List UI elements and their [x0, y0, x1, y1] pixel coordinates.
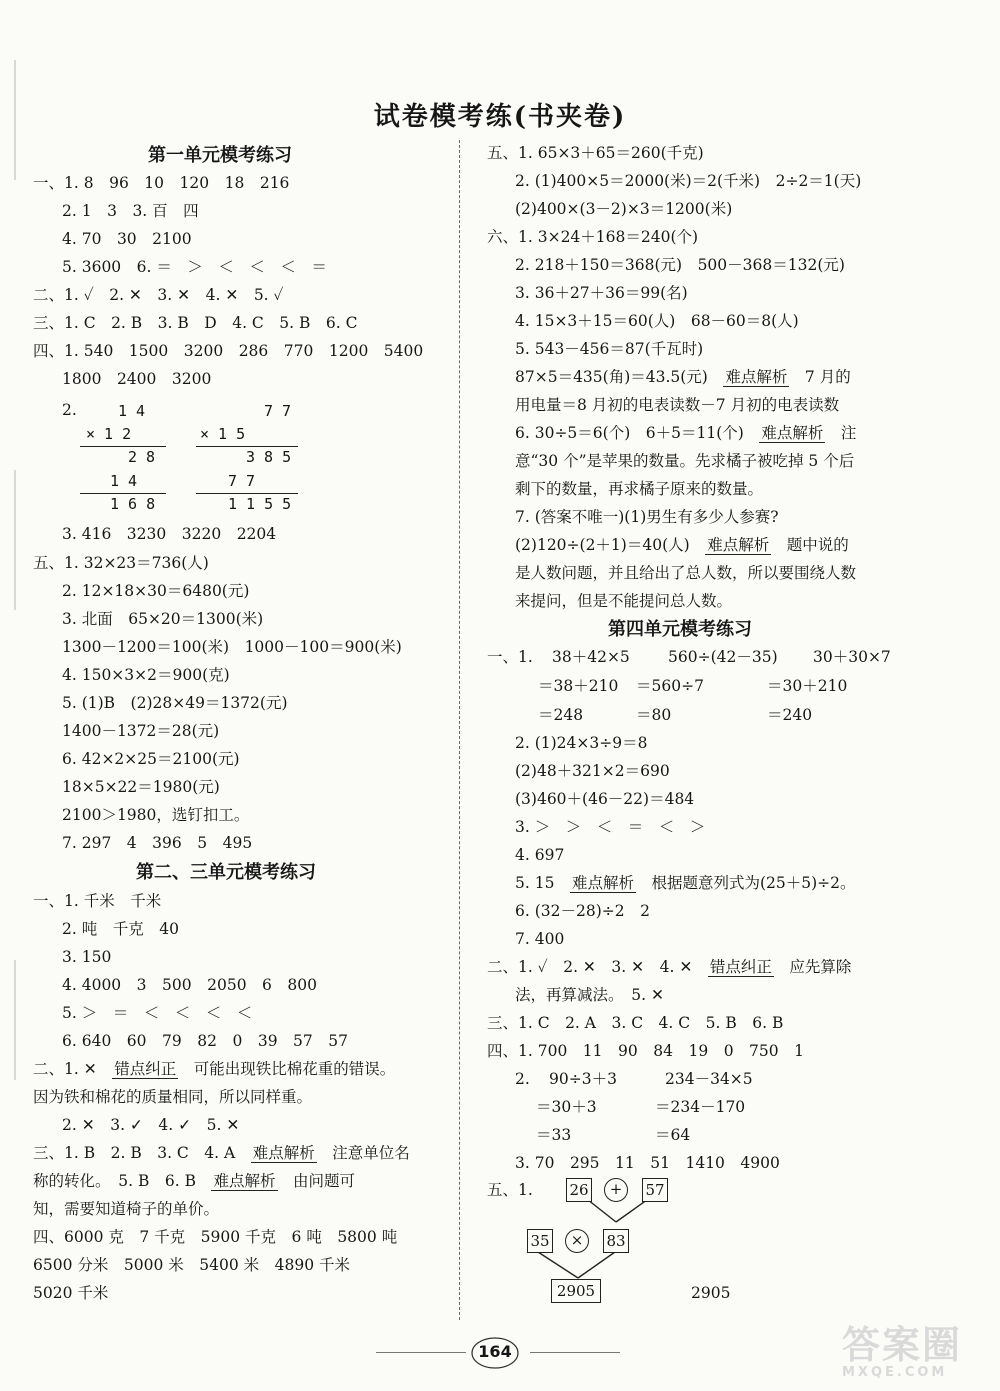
answer-line: 4. 15×3＋15＝60(人) 68－60＝8(人) [515, 312, 799, 330]
answer-text: 7 月的 [804, 368, 851, 386]
plus-icon: + [604, 1178, 628, 1202]
section-heading-unit23: 第二、三单元模考练习 [136, 862, 316, 883]
answer-text: 6. 30÷5＝6(个) 6＋5＝11(个) [515, 424, 744, 442]
analysis-tag: 难点解析 [707, 536, 770, 554]
answer-line: 一、1. 千米 千米 [33, 892, 162, 910]
calc-expr: ＝80 [636, 706, 672, 724]
answer-line: 五、1. [487, 1181, 533, 1199]
answer-line: 用电量＝8 月初的电表读数－7 月初的电表读数 [515, 396, 840, 414]
answer-line: 18×5×22＝1980(元) [62, 778, 220, 796]
answer-text: 由问题可 [293, 1172, 356, 1190]
column-divider [459, 140, 460, 1320]
answer-line: 5. 3600 6. ＝ ＞ ＜ ＜ ＜ ＝ [62, 258, 327, 276]
answer-line: 6. 42×2×25＝2100(元) [62, 750, 240, 768]
calc-expr: 234－34×5 [665, 1070, 753, 1088]
answer-line: 1300－1200＝100(米) 1000－100＝900(米) [62, 638, 402, 656]
calc-expr: ＝38＋210 [538, 677, 619, 695]
page-title: 试卷模考练(书夹卷) [373, 102, 627, 132]
calc-row: × 1 2 [86, 425, 132, 443]
answer-line: 四、1. 700 11 90 84 19 0 750 1 [487, 1042, 805, 1060]
answer-line: 5. (1)B (2)28×49＝1372(元) [62, 694, 288, 712]
answer-line: 3. 416 3230 3220 2204 [62, 525, 277, 543]
answer-line: 6500 分米 5000 米 5400 米 4890 千米 [33, 1256, 350, 1274]
answer-line: 2. 218＋150＝368(元) 500－368＝132(元) [515, 256, 845, 274]
watermark-text: 答案圈 [842, 1323, 963, 1367]
answer-line: 剩下的数量，再求橘子原来的数量。 [515, 480, 764, 498]
answer-line [515, 367, 851, 387]
analysis-tag: 难点解析 [571, 874, 634, 892]
section-heading-unit1: 第一单元模考练习 [148, 145, 292, 166]
calc-row: 1 4 [110, 472, 138, 490]
page-number: 164 [478, 1342, 512, 1361]
analysis-tag: 难点解析 [761, 424, 824, 442]
answer-line: 三、1. C 2. A 3. C 4. C 5. B 6. B [487, 1014, 784, 1032]
answer-line: 2. ✕ 3. ✓ 4. ✓ 5. ✕ [62, 1116, 240, 1134]
calc-expr: ＝64 [655, 1126, 691, 1144]
answer-line: 一、1. 8 96 10 120 18 216 [33, 174, 290, 192]
answer-line: 1400－1372＝28(元) [62, 722, 220, 740]
calc-expr: 30＋30×7 [813, 648, 891, 666]
answer-line: 2. 12×18×30＝6480(元) [62, 582, 250, 600]
answer-line [515, 535, 849, 555]
number-box: 83 [603, 1229, 629, 1253]
answer-text: 二、1. ✕ [33, 1060, 97, 1078]
answer-line: 3. 36＋27＋36＝99(名) [515, 284, 688, 302]
answer-line: 意“30 个”是苹果的数量。先求橘子被吃掉 5 个后 [515, 452, 855, 470]
answer-line: 1800 2400 3200 [62, 370, 212, 388]
answer-line: 四、6000 克 7 千克 5900 千克 6 吨 5800 吨 [33, 1228, 398, 1246]
answer-line: 5020 千米 [33, 1284, 109, 1302]
answer-line [33, 1171, 355, 1191]
calc-expr: ＝30＋210 [767, 677, 848, 695]
answer-line: 4. 697 [515, 846, 565, 864]
answer-line: 因为铁和棉花的质量相同，所以同样重。 [33, 1088, 313, 1106]
calc-row: 1 1 5 5 [228, 495, 292, 513]
answer-text: 三、1. B 2. B 3. C 4. A [33, 1144, 236, 1162]
diagram-connector [538, 1252, 578, 1278]
answer-text: 注意单位名 [332, 1144, 410, 1162]
answer-text: 可能出现铁比棉花重的错误。 [193, 1060, 396, 1078]
calc-expr: ＝33 [536, 1126, 572, 1144]
answer-line: 4. 4000 3 500 2050 6 800 [62, 976, 318, 994]
calc-row: 1 4 [118, 402, 146, 420]
answer-line [33, 1059, 395, 1079]
answer-line: 7. 297 4 396 5 495 [62, 834, 253, 852]
answer-line: 知，需要知道椅子的单价。 [33, 1200, 220, 1218]
answer-line: (3)460＋(46－22)＝484 [515, 790, 695, 808]
answer-line: 7. (答案不唯一)(1)男生有多少人参赛? [515, 508, 779, 526]
answer-line: 2. 吨 千克 40 [62, 920, 179, 938]
answer-text: 根据题意列式为(25＋5)÷2。 [651, 874, 856, 892]
calc-expr: ＝560÷7 [636, 677, 704, 695]
calc-expr: ＝30＋3 [536, 1098, 597, 1116]
number-box: 35 [527, 1229, 553, 1253]
answer-line: 一、1. [487, 648, 533, 666]
answer-line: 五、1. 65×3＋65＝260(千克) [487, 144, 704, 162]
answer-line: 3. 150 [62, 948, 112, 966]
binding-mark [14, 960, 16, 1080]
binding-mark [14, 470, 16, 610]
answer-line: 二、1. ✓ 2. ✕ 3. ✕ 4. ✕ 5. ✓ [33, 286, 284, 304]
answer-line: 3. 70 295 11 51 1410 4900 [515, 1154, 780, 1172]
answer-line: 六、1. 3×24＋168＝240(个) [487, 228, 699, 246]
calc-row: × 1 5 [200, 425, 246, 443]
answer-line: 来提问，但是不能提问总人数。 [515, 592, 733, 610]
number-box: 26 [566, 1178, 592, 1202]
calc-expr: ＝234－170 [655, 1098, 746, 1116]
calc-expr: 38＋42×5 [552, 648, 630, 666]
result-box: 2905 [551, 1279, 601, 1303]
answer-line [515, 873, 856, 893]
answer-line: 5. ＞ ＝ ＜ ＜ ＜ ＜ [62, 1004, 253, 1022]
answer-line [515, 423, 856, 443]
multiply-icon: × [565, 1229, 589, 1253]
watermark-logo [842, 1325, 992, 1385]
answer-line: 五、1. 32×23＝736(人) [33, 554, 209, 572]
calc-line [196, 446, 298, 447]
answer-line: 2. (1)400×5＝2000(米)＝2(千米) 2÷2＝1(天) [515, 172, 862, 190]
answer-text: 5. 15 [515, 874, 555, 892]
answer-line: 6. (32－28)÷2 2 [515, 902, 650, 920]
diagram-answer: 2905 [691, 1284, 731, 1302]
calc-line [196, 493, 298, 494]
analysis-tag: 难点解析 [213, 1172, 276, 1190]
calc-expr: 90÷3＋3 [549, 1070, 617, 1088]
answer-line: 2. [515, 1070, 530, 1088]
number-box: 57 [642, 1178, 668, 1202]
answer-line: 三、1. C 2. B 3. B D 4. C 5. B 6. C [33, 314, 358, 332]
answer-line: 2. [62, 401, 77, 419]
calc-expr: ＝248 [538, 706, 584, 724]
answer-line: 2. (1)24×3÷9＝8 [515, 734, 648, 752]
error-tag: 错点纠正 [709, 958, 772, 976]
analysis-tag: 难点解析 [252, 1144, 315, 1162]
binding-mark [14, 60, 16, 180]
answer-line: (2)400×(3－2)×3＝1200(米) [515, 200, 733, 218]
answer-line: 6. 640 60 79 82 0 39 57 57 [62, 1032, 349, 1050]
answer-text: 注 [840, 424, 857, 442]
calc-row: 7 7 [228, 472, 256, 490]
answer-text: 87×5＝435(角)＝43.5(元) [515, 368, 708, 386]
answer-text: 二、1. ✓ 2. ✕ 3. ✕ 4. ✕ [487, 958, 693, 976]
analysis-tag: 难点解析 [725, 368, 788, 386]
answer-text: 题中说的 [786, 536, 849, 554]
calc-expr: 560÷(42－35) [668, 648, 778, 666]
footer-rule [376, 1352, 466, 1353]
answer-line: 4. 150×3×2＝900(克) [62, 666, 230, 684]
calc-expr: ＝240 [767, 706, 813, 724]
calc-row: 1 6 8 [110, 495, 156, 513]
footer-rule [530, 1352, 620, 1353]
answer-line: (2)48＋321×2＝690 [515, 762, 670, 780]
answer-line: 5. 543－456＝87(千瓦时) [515, 340, 704, 358]
calc-line [80, 446, 166, 447]
answer-line: 2100＞1980，选钉扣工。 [62, 806, 250, 824]
answer-text: 应先算除 [789, 958, 852, 976]
answer-line: 3. ＞ ＞ ＜ ＝ ＜ ＞ [515, 818, 706, 836]
answer-line [33, 1143, 410, 1163]
calc-row: 2 8 [128, 448, 156, 466]
calc-line [80, 493, 166, 494]
calc-row: 3 8 5 [246, 448, 292, 466]
error-tag: 错点纠正 [114, 1060, 177, 1078]
diagram-connector [578, 1252, 615, 1278]
answer-text: (2)120÷(2＋1)＝40(人) [515, 536, 690, 554]
section-heading-unit4: 第四单元模考练习 [608, 619, 752, 640]
answer-line: 4. 70 30 2100 [62, 230, 192, 248]
answer-line [487, 957, 851, 977]
answer-line: 是人数问题，并且给出了总人数，所以要围绕人数 [515, 564, 857, 582]
answer-line: 2. 1 3 3. 百 四 [62, 202, 199, 220]
answer-line: 7. 400 [515, 930, 565, 948]
answer-line: 法，再算减法。 5. ✕ [515, 986, 664, 1004]
calc-row: 7 7 [264, 402, 292, 420]
answer-text: 称的转化。 5. B 6. B [33, 1172, 196, 1190]
answer-line: 四、1. 540 1500 3200 286 770 1200 5400 [33, 342, 424, 360]
answer-line: 3. 北面 65×20＝1300(米) [62, 610, 264, 628]
watermark-url: MXQE.COM [842, 1365, 948, 1380]
